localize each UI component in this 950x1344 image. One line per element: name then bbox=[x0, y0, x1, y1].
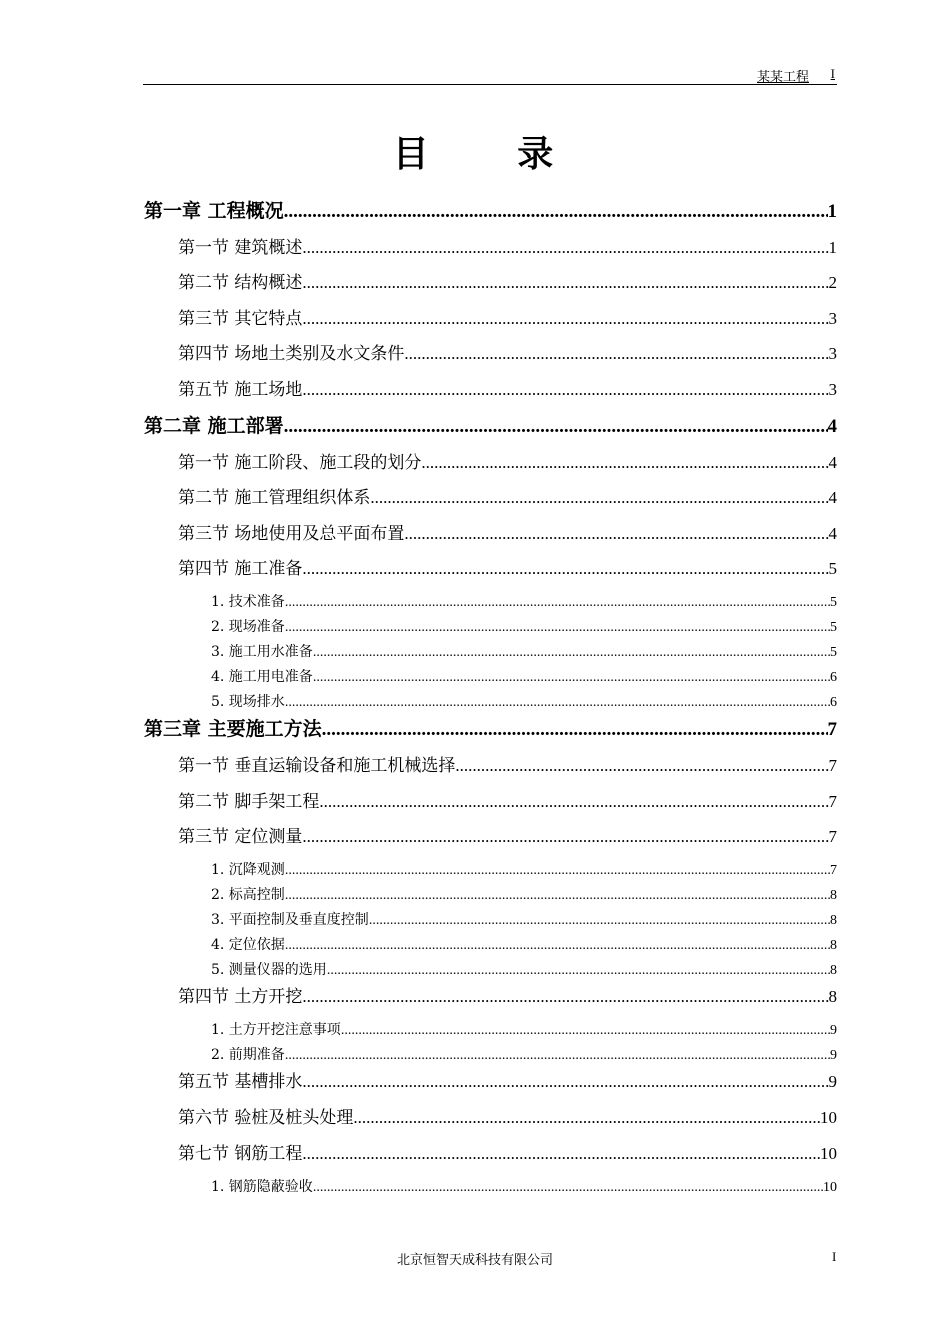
toc-page-number: 9 bbox=[830, 1048, 837, 1063]
toc-page-number: 8 bbox=[830, 963, 837, 978]
toc-page-number: 10 bbox=[823, 1180, 837, 1195]
toc-entry-level-3[interactable] bbox=[211, 1044, 837, 1064]
toc-leader-dots bbox=[302, 380, 828, 400]
toc-page-number: 8 bbox=[828, 987, 837, 1006]
toc-page-number: 7 bbox=[828, 792, 837, 811]
toc-entry-text: 2. 现场准备 bbox=[211, 619, 285, 635]
toc-entry-text: 第一章 工程概况 bbox=[144, 200, 284, 222]
toc-entry-level-3[interactable] bbox=[211, 616, 837, 636]
toc-entry-level-3[interactable] bbox=[211, 934, 837, 954]
toc-page-number: 4 bbox=[827, 416, 837, 437]
toc-page-number: 7 bbox=[828, 827, 837, 846]
toc-leader-dots bbox=[370, 488, 828, 508]
toc-entry-text: 第三节 定位测量 bbox=[178, 827, 303, 847]
toc-page-number: 5 bbox=[828, 559, 837, 578]
toc-entry-level-3[interactable] bbox=[211, 591, 837, 611]
toc-leader-dots bbox=[353, 1108, 820, 1128]
toc-entry-text: 1. 钢筋隐蔽验收 bbox=[211, 1179, 313, 1195]
toc-leader-dots bbox=[322, 719, 828, 741]
toc-leader-dots bbox=[285, 595, 830, 611]
toc-entry-text: 第四节 施工准备 bbox=[178, 559, 303, 579]
toc-entry-level-2[interactable] bbox=[178, 304, 837, 329]
toc-entry-level-2[interactable] bbox=[178, 787, 837, 812]
toc-entry-text: 3. 施工用水准备 bbox=[211, 644, 313, 660]
toc-entry-level-3[interactable] bbox=[211, 909, 837, 929]
toc-leader-dots bbox=[302, 1144, 820, 1164]
toc-page-number: 8 bbox=[830, 913, 837, 928]
toc-entry-text: 2. 前期准备 bbox=[211, 1047, 285, 1063]
toc-leader-dots bbox=[284, 416, 828, 438]
toc-entry-text: 第一节 垂直运输设备和施工机械选择 bbox=[178, 756, 456, 776]
toc-leader-dots bbox=[327, 963, 830, 979]
toc-leader-dots bbox=[302, 559, 828, 579]
toc-page-number: 5 bbox=[830, 620, 837, 635]
toc-entry-text: 第一节 建筑概述 bbox=[178, 238, 303, 258]
toc-entry-text: 4. 定位依据 bbox=[211, 937, 285, 953]
toc-leader-dots bbox=[302, 238, 828, 258]
toc-entry-level-3[interactable] bbox=[211, 1176, 837, 1196]
toc-entry-text: 3. 平面控制及垂直度控制 bbox=[211, 912, 369, 928]
toc-entry-level-2[interactable] bbox=[178, 982, 837, 1007]
toc-entry-level-2[interactable] bbox=[178, 1139, 837, 1164]
toc-entry-level-2[interactable] bbox=[178, 1103, 837, 1128]
toc-entry-text: 2. 标高控制 bbox=[211, 887, 285, 903]
footer-page-number: I bbox=[832, 1249, 837, 1264]
toc-leader-dots bbox=[302, 309, 828, 329]
toc-entry-text: 第二节 结构概述 bbox=[178, 273, 303, 293]
toc-entry-level-2[interactable] bbox=[178, 554, 837, 579]
toc-page-number: 8 bbox=[830, 938, 837, 953]
toc-entry-level-2[interactable] bbox=[178, 519, 837, 544]
page-header bbox=[143, 62, 837, 85]
toc-page-number: 3 bbox=[828, 309, 837, 328]
toc-page-number: 9 bbox=[830, 1023, 837, 1038]
toc-entry-level-3[interactable] bbox=[211, 959, 837, 979]
toc-page-number: 1 bbox=[828, 238, 837, 257]
toc-leader-dots bbox=[369, 913, 830, 929]
toc-page-number: 4 bbox=[828, 524, 837, 543]
toc-entry-level-3[interactable] bbox=[211, 1019, 837, 1039]
toc-entry-text: 第四节 土方开挖 bbox=[178, 987, 303, 1007]
toc-page-number: 6 bbox=[830, 695, 837, 710]
toc-entry-text: 4. 施工用电准备 bbox=[211, 669, 313, 685]
toc-entry-text: 第一节 施工阶段、施工段的划分 bbox=[178, 453, 422, 473]
toc-leader-dots bbox=[404, 524, 828, 544]
toc-leader-dots bbox=[285, 1048, 830, 1064]
toc-entry-text: 5. 测量仪器的选用 bbox=[211, 962, 327, 978]
toc-page-number: 9 bbox=[828, 1072, 837, 1091]
toc-leader-dots bbox=[285, 695, 830, 711]
toc-title: 目 录 bbox=[392, 134, 592, 175]
toc-leader-dots bbox=[404, 344, 828, 364]
toc-entry-level-2[interactable] bbox=[178, 1067, 837, 1092]
toc-entry-text: 第五节 施工场地 bbox=[178, 380, 303, 400]
toc-entry-text: 第二节 施工管理组织体系 bbox=[178, 488, 371, 508]
toc-leader-dots bbox=[302, 987, 828, 1007]
toc-entry-text: 第四节 场地土类别及水文条件 bbox=[178, 344, 405, 364]
toc-leader-dots bbox=[284, 201, 828, 223]
toc-page-number: 5 bbox=[830, 595, 837, 610]
toc-entry-level-1[interactable] bbox=[144, 411, 837, 438]
toc-entry-level-1[interactable] bbox=[144, 196, 837, 223]
toc-page-number: 5 bbox=[830, 645, 837, 660]
toc-page-number: 4 bbox=[828, 488, 837, 507]
toc-entry-text: 1. 沉降观测 bbox=[211, 862, 285, 878]
toc-entry-level-3[interactable] bbox=[211, 691, 837, 711]
toc-page-number: 7 bbox=[828, 756, 837, 775]
toc-leader-dots bbox=[313, 1180, 823, 1196]
toc-entry-level-2[interactable] bbox=[178, 751, 837, 776]
toc-entry-text: 1. 技术准备 bbox=[211, 594, 285, 610]
toc-entry-level-3[interactable] bbox=[211, 884, 837, 904]
toc-page-number: 3 bbox=[828, 344, 837, 363]
toc-leader-dots bbox=[319, 792, 828, 812]
toc-entry-level-2[interactable] bbox=[178, 448, 837, 473]
toc-leader-dots bbox=[285, 863, 830, 879]
toc-leader-dots bbox=[455, 756, 828, 776]
toc-leader-dots bbox=[341, 1023, 830, 1039]
toc-entry-level-2[interactable] bbox=[178, 375, 837, 400]
header-page-number: I bbox=[830, 66, 835, 81]
toc-entry-level-2[interactable] bbox=[178, 483, 837, 508]
toc-entry-text: 第三节 场地使用及总平面布置 bbox=[178, 524, 405, 544]
toc-entry-text: 第二章 施工部署 bbox=[144, 415, 284, 437]
toc-entry-text: 第五节 基槽排水 bbox=[178, 1072, 303, 1092]
toc-entry-level-1[interactable] bbox=[144, 714, 837, 741]
toc-entry-level-3[interactable] bbox=[211, 641, 837, 661]
toc-entry-text: 第三章 主要施工方法 bbox=[144, 718, 322, 740]
toc-leader-dots bbox=[313, 670, 830, 686]
toc-entry-level-2[interactable] bbox=[178, 268, 837, 293]
toc-leader-dots bbox=[421, 453, 828, 473]
toc-leader-dots bbox=[302, 1072, 828, 1092]
footer-company: 北京恒智天成科技有限公司 bbox=[396, 1253, 553, 1268]
toc-leader-dots bbox=[285, 938, 830, 954]
toc-page-number: 8 bbox=[830, 888, 837, 903]
toc-page-number: 2 bbox=[828, 273, 837, 292]
toc-entry-level-2[interactable] bbox=[178, 822, 837, 847]
toc-leader-dots bbox=[302, 273, 828, 293]
toc-page-number: 10 bbox=[820, 1144, 837, 1163]
toc-entry-text: 1. 土方开挖注意事项 bbox=[211, 1022, 341, 1038]
toc-leader-dots bbox=[285, 620, 830, 636]
toc-leader-dots bbox=[302, 827, 828, 847]
toc-leader-dots bbox=[285, 888, 830, 904]
header-project-name: 某某工程 bbox=[756, 70, 809, 85]
toc-entry-text: 第二节 脚手架工程 bbox=[178, 792, 320, 812]
toc-page-number: 7 bbox=[827, 719, 837, 740]
toc-page-number: 1 bbox=[827, 201, 837, 222]
toc-entry-level-3[interactable] bbox=[211, 666, 837, 686]
toc-entry-level-3[interactable] bbox=[211, 859, 837, 879]
toc-entry-level-2[interactable] bbox=[178, 339, 837, 364]
toc-page-number: 3 bbox=[828, 380, 837, 399]
toc-leader-dots bbox=[313, 645, 830, 661]
toc-page-number: 7 bbox=[830, 863, 837, 878]
toc-page-number: 6 bbox=[830, 670, 837, 685]
toc-entry-text: 5. 现场排水 bbox=[211, 694, 285, 710]
toc-entry-text: 第七节 钢筋工程 bbox=[178, 1144, 303, 1164]
toc-page-number: 10 bbox=[820, 1108, 837, 1127]
toc-entry-level-2[interactable] bbox=[178, 233, 837, 258]
toc-entry-text: 第三节 其它特点 bbox=[178, 309, 303, 329]
toc-page-number: 4 bbox=[828, 453, 837, 472]
toc-entry-text: 第六节 验桩及桩头处理 bbox=[178, 1108, 354, 1128]
